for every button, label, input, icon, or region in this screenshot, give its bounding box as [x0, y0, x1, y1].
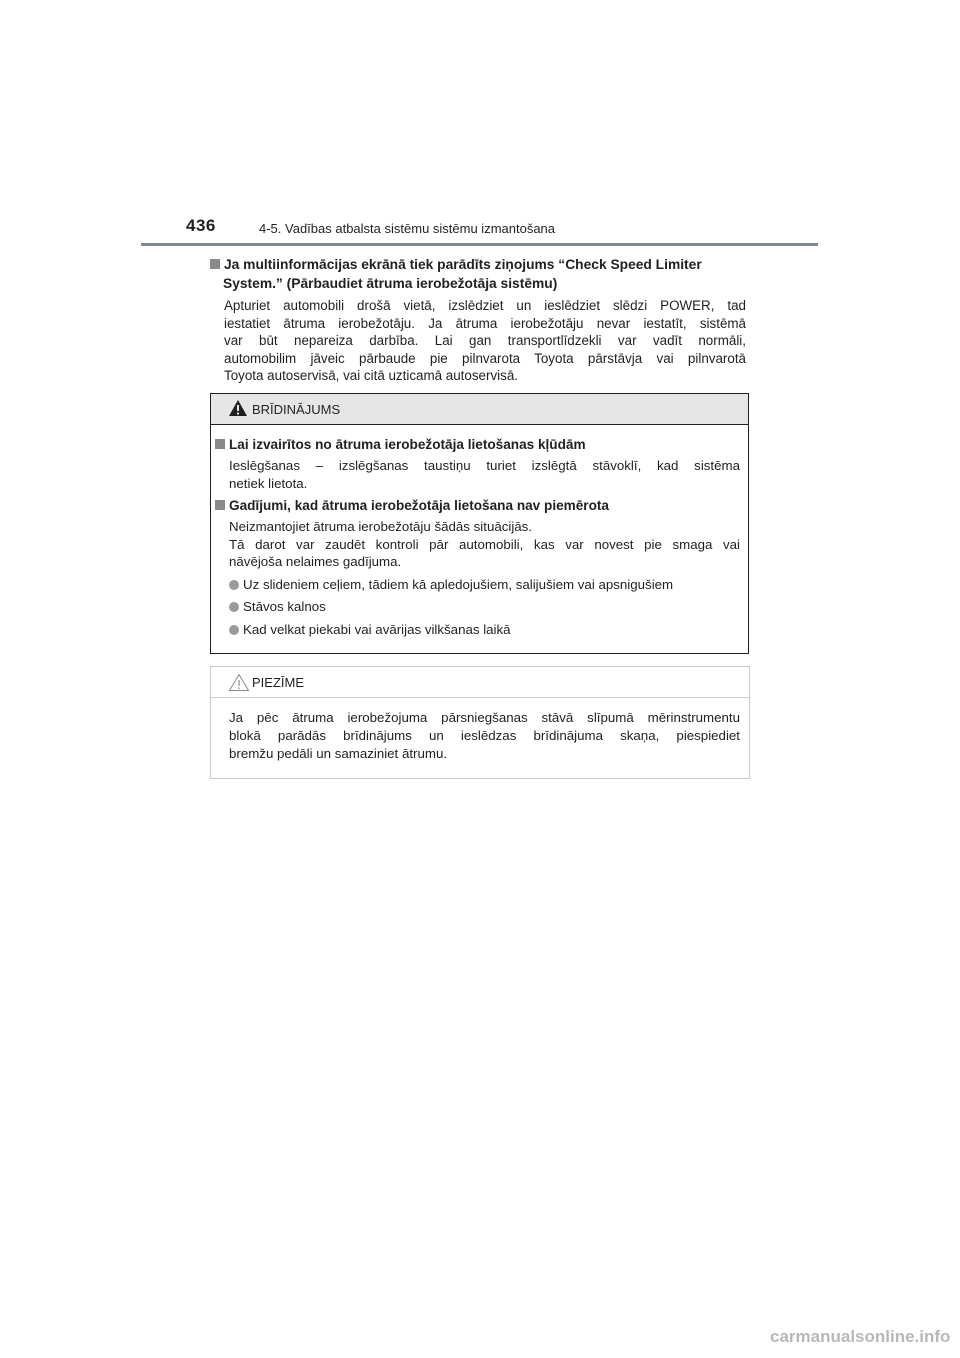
note-text-line: bremžu pedāli un samaziniet ātrumu.	[229, 746, 448, 761]
header-rule	[141, 243, 818, 246]
warning-text-line: Neizmantojiet ātruma ierobežotāju šādās situācijās.	[229, 519, 533, 534]
note-text-line: Ja pēc ātruma ierobežojuma pārsniegšanas stāvā slīpumā mērinstrumentu	[229, 710, 740, 725]
topic-body-line: var būt nepareiza darbība. Lai gan transportlīdzekli var vadīt normāli,	[224, 333, 746, 349]
page-number: 436	[186, 216, 216, 235]
warning-heading-1-text: Lai izvairītos no ātruma ierobežotāja lietošanas kļūdām	[229, 437, 586, 452]
topic-heading-line1: Ja multiinformācijas ekrānā tiek parādīts ziņojums “Check Speed Limiter	[224, 257, 702, 272]
note-header	[211, 667, 749, 698]
topic-body-line: Toyota autoservisā, vai citā uzticamā autoservisā.	[224, 368, 518, 384]
topic-body	[224, 297, 746, 385]
watermark: carmanualsonline.info	[770, 1327, 951, 1346]
warning-heading-1	[215, 437, 586, 452]
square-bullet-icon	[215, 500, 225, 510]
warning-text-line: nāvējoša nelaimes gadījuma.	[229, 554, 402, 570]
warning-box	[210, 393, 749, 654]
warning-text-1	[229, 457, 740, 492]
list-item	[229, 599, 326, 614]
topic-body-line: iestatiet ātruma ierobežotāju. Ja ātruma ierobežotāju nevar iestatīt, sistēmā	[224, 315, 746, 331]
warning-title: BRĪDINĀJUMS	[252, 402, 341, 417]
square-bullet-icon	[215, 439, 225, 449]
warning-text-line: netiek lietota.	[229, 475, 308, 491]
warning-header	[211, 394, 748, 425]
warning-text-line: Ieslēgšanas – izslēgšanas taustiņu turiet izslēgtā stāvoklī, kad sistēma	[229, 458, 740, 473]
warning-text-2	[229, 518, 740, 571]
topic-heading	[210, 255, 755, 293]
list-item	[229, 622, 511, 637]
bullet-dot-icon	[229, 602, 239, 612]
square-bullet-icon	[210, 259, 220, 269]
list-item-text: Uz slideniem ceļiem, tādiem kā apledojušiem, salijušiem vai apsnigušiem	[243, 577, 674, 592]
topic-heading-line2: System.” (Pārbaudiet ātruma ierobežotāja sistēmu)	[223, 276, 558, 291]
list-item-text: Kad velkat piekabi vai avārijas vilkšanas laikā	[243, 622, 511, 637]
warning-text-line: Tā darot var zaudēt kontroli pār automobili, kas var novest pie smaga vai	[229, 536, 740, 552]
note-text	[229, 709, 740, 763]
note-title: PIEZĪME	[252, 675, 305, 690]
bullet-dot-icon	[229, 625, 239, 635]
caution-triangle-icon	[228, 673, 250, 692]
warning-heading-2	[215, 498, 609, 513]
list-item-text: Stāvos kalnos	[243, 599, 326, 614]
section-title: 4-5. Vadības atbalsta sistēmu sistēmu izmantošana	[259, 221, 556, 236]
list-item	[229, 577, 673, 592]
topic-body-line: Apturiet automobili drošā vietā, izslēdziet un ieslēdziet slēdzi POWER, tad	[224, 298, 746, 313]
warning-triangle-icon	[228, 399, 248, 417]
bullet-dot-icon	[229, 580, 239, 590]
topic-body-line: automobilim jāveic pārbaude pie pilnvarota Toyota pārstāvja vai pilnvarotā	[224, 350, 746, 366]
note-box	[210, 666, 750, 779]
warning-heading-2-text: Gadījumi, kad ātruma ierobežotāja lietošana nav piemērota	[229, 498, 609, 513]
note-text-line: blokā parādās brīdinājums un ieslēdzas brīdinājuma skaņa, piespiediet	[229, 728, 740, 743]
